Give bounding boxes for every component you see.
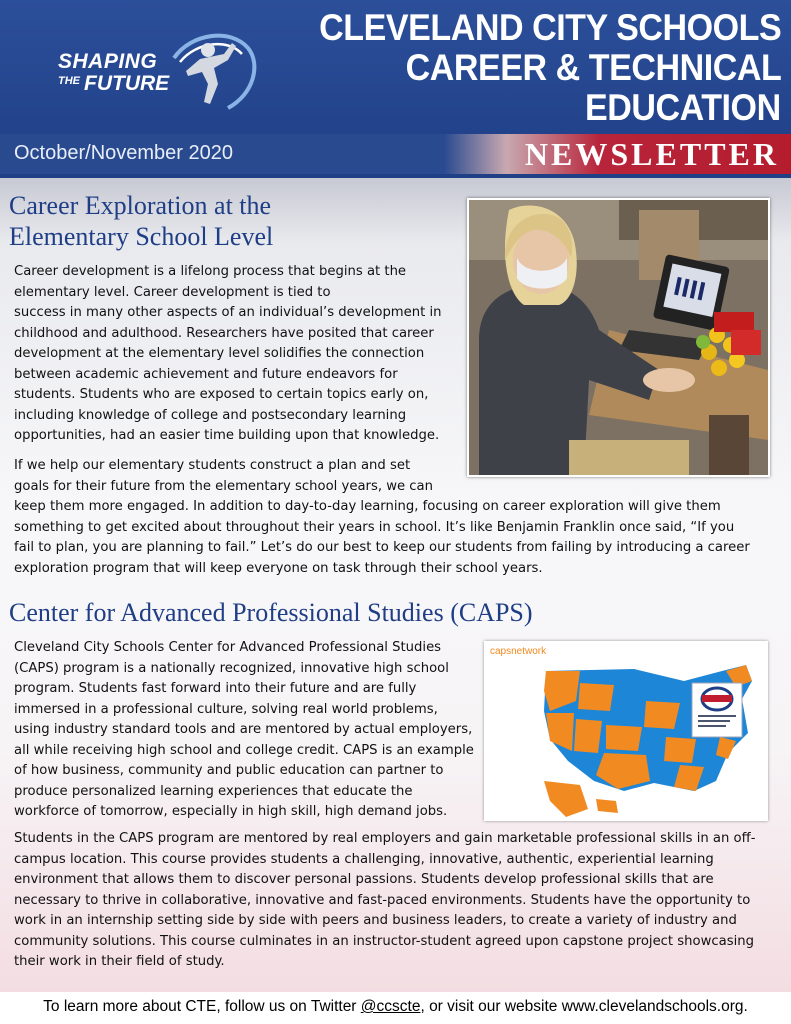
text-line: opportunities, had an easier time building upon that knowledge. xyxy=(14,428,440,443)
newsletter-label: NEWSLETTER xyxy=(524,136,779,172)
text-line: including knowledge of college and postsecondary learning xyxy=(14,407,407,423)
article1-heading-line1: Career Exploration at the xyxy=(9,191,272,220)
text-line: Cleveland City Schools Center for Advanced Professional Studies xyxy=(14,640,442,655)
text-line: their work in their field of study. xyxy=(14,954,225,969)
us-map-illustration xyxy=(484,641,768,821)
text-line: students. Students who are exposed to certain topics early on, xyxy=(14,387,429,402)
caps-network-map xyxy=(484,641,768,821)
text-line: between academic achievement and future endeavors for xyxy=(14,366,398,382)
text-line: development at the elementary level solidifies the connection xyxy=(14,346,425,361)
text-line: (CAPS) program is a nationally recognized, innovative high school xyxy=(14,660,449,676)
text-line: success in many other aspects of an individual’s development in xyxy=(14,305,442,320)
text-line: goals for their future from the elementary school years, we can xyxy=(14,478,433,494)
text-line: elementary level. Career development is tied to xyxy=(14,284,331,300)
text-line: using industry standard tools and are mentored by actual employers, xyxy=(14,722,473,737)
article1-heading-line2: Elementary School Level xyxy=(9,222,274,251)
text-line: exploration program that will keep everyone on task through their school years. xyxy=(14,560,543,576)
photo-illustration xyxy=(469,200,768,475)
footer-text xyxy=(0,998,791,1016)
article2-paragraph2 xyxy=(14,829,755,973)
article2-heading: Center for Advanced Professional Studies (CAPS) xyxy=(9,598,533,627)
text-line: community solutions. This course culminates in an instructor-student agreed upon capstone project showcasing xyxy=(14,933,754,949)
text-line: childhood and adulthood. Researchers have posited that career xyxy=(14,325,434,341)
article1-heading xyxy=(9,190,273,252)
text-line: Students in the CAPS program are mentored by real employers and gain marketable professional skills in an off- xyxy=(14,831,756,846)
title-line-3: EDUCATION xyxy=(585,87,781,128)
runner-swoosh-icon xyxy=(166,28,258,123)
text-line: something to get excited about throughout their years in school. It’s like Benjamin Franklin once said, “If you xyxy=(14,519,735,535)
text-line: all while receiving high school and college credit. CAPS is an example xyxy=(14,742,474,758)
shaping-the-future-logo xyxy=(48,28,258,123)
map-logo-text: capsnetwork xyxy=(490,646,547,657)
text-line: program. Students fast forward into their future and are fully xyxy=(14,681,417,696)
text-line: work in an internship setting side by side with peers and business leaders, to create a variety of industry and xyxy=(14,913,737,928)
logo-line1: SHAPING xyxy=(58,50,158,73)
article1-paragraph2 xyxy=(14,456,750,579)
text-line: immersed in a professional culture, solving real world problems, xyxy=(14,701,438,717)
article1-paragraph1 xyxy=(14,262,442,447)
text-line: of how business, community and public education can partner to xyxy=(14,763,444,778)
title-line-1: CLEVELAND CITY SCHOOLS xyxy=(318,7,781,48)
text-line: Career development is a lifelong process that begins at the xyxy=(14,264,407,279)
article2-paragraph1 xyxy=(14,638,474,823)
newsletter-banner xyxy=(444,134,791,174)
logo-line2: THE xyxy=(58,75,80,87)
text-line: fail to plan, you are planning to fail.” Let’s do our best to keep our students from failing by introducing a career xyxy=(14,540,750,555)
text-line: environment that allows them to discover personal passions. Students develop professional skills that are xyxy=(14,872,714,887)
footer-text-after: , or visit our website www.clevelandschools.org. xyxy=(420,998,748,1015)
footer xyxy=(0,992,791,1024)
title-line-2: CAREER & TECHNICAL xyxy=(405,47,781,88)
text-line: If we help our elementary students construct a plan and set xyxy=(14,458,411,473)
footer-text-before: To learn more about CTE, follow us on Twitter xyxy=(43,998,361,1015)
text-line: necessary to thrive in collaborative, innovative and fast-paced environments. Students have the opportunity to xyxy=(14,892,751,908)
logo-line3: FUTURE xyxy=(84,72,170,95)
text-line: produce personalized learning experiences that educate the xyxy=(14,783,413,799)
text-line: workforce of tomorrow, especially in high skill, high demand jobs. xyxy=(14,804,448,819)
text-line: campus location. This course provides students a challenging, innovative, authentic, experiential learning xyxy=(14,851,714,867)
issue-date: October/November 2020 xyxy=(14,142,234,164)
student-laptop-photo xyxy=(467,198,770,477)
text-line: keep them more engaged. In addition to day-to-day learning, focusing on career exploration will give them xyxy=(14,499,721,514)
twitter-handle-link[interactable]: @ccscte xyxy=(360,998,421,1015)
